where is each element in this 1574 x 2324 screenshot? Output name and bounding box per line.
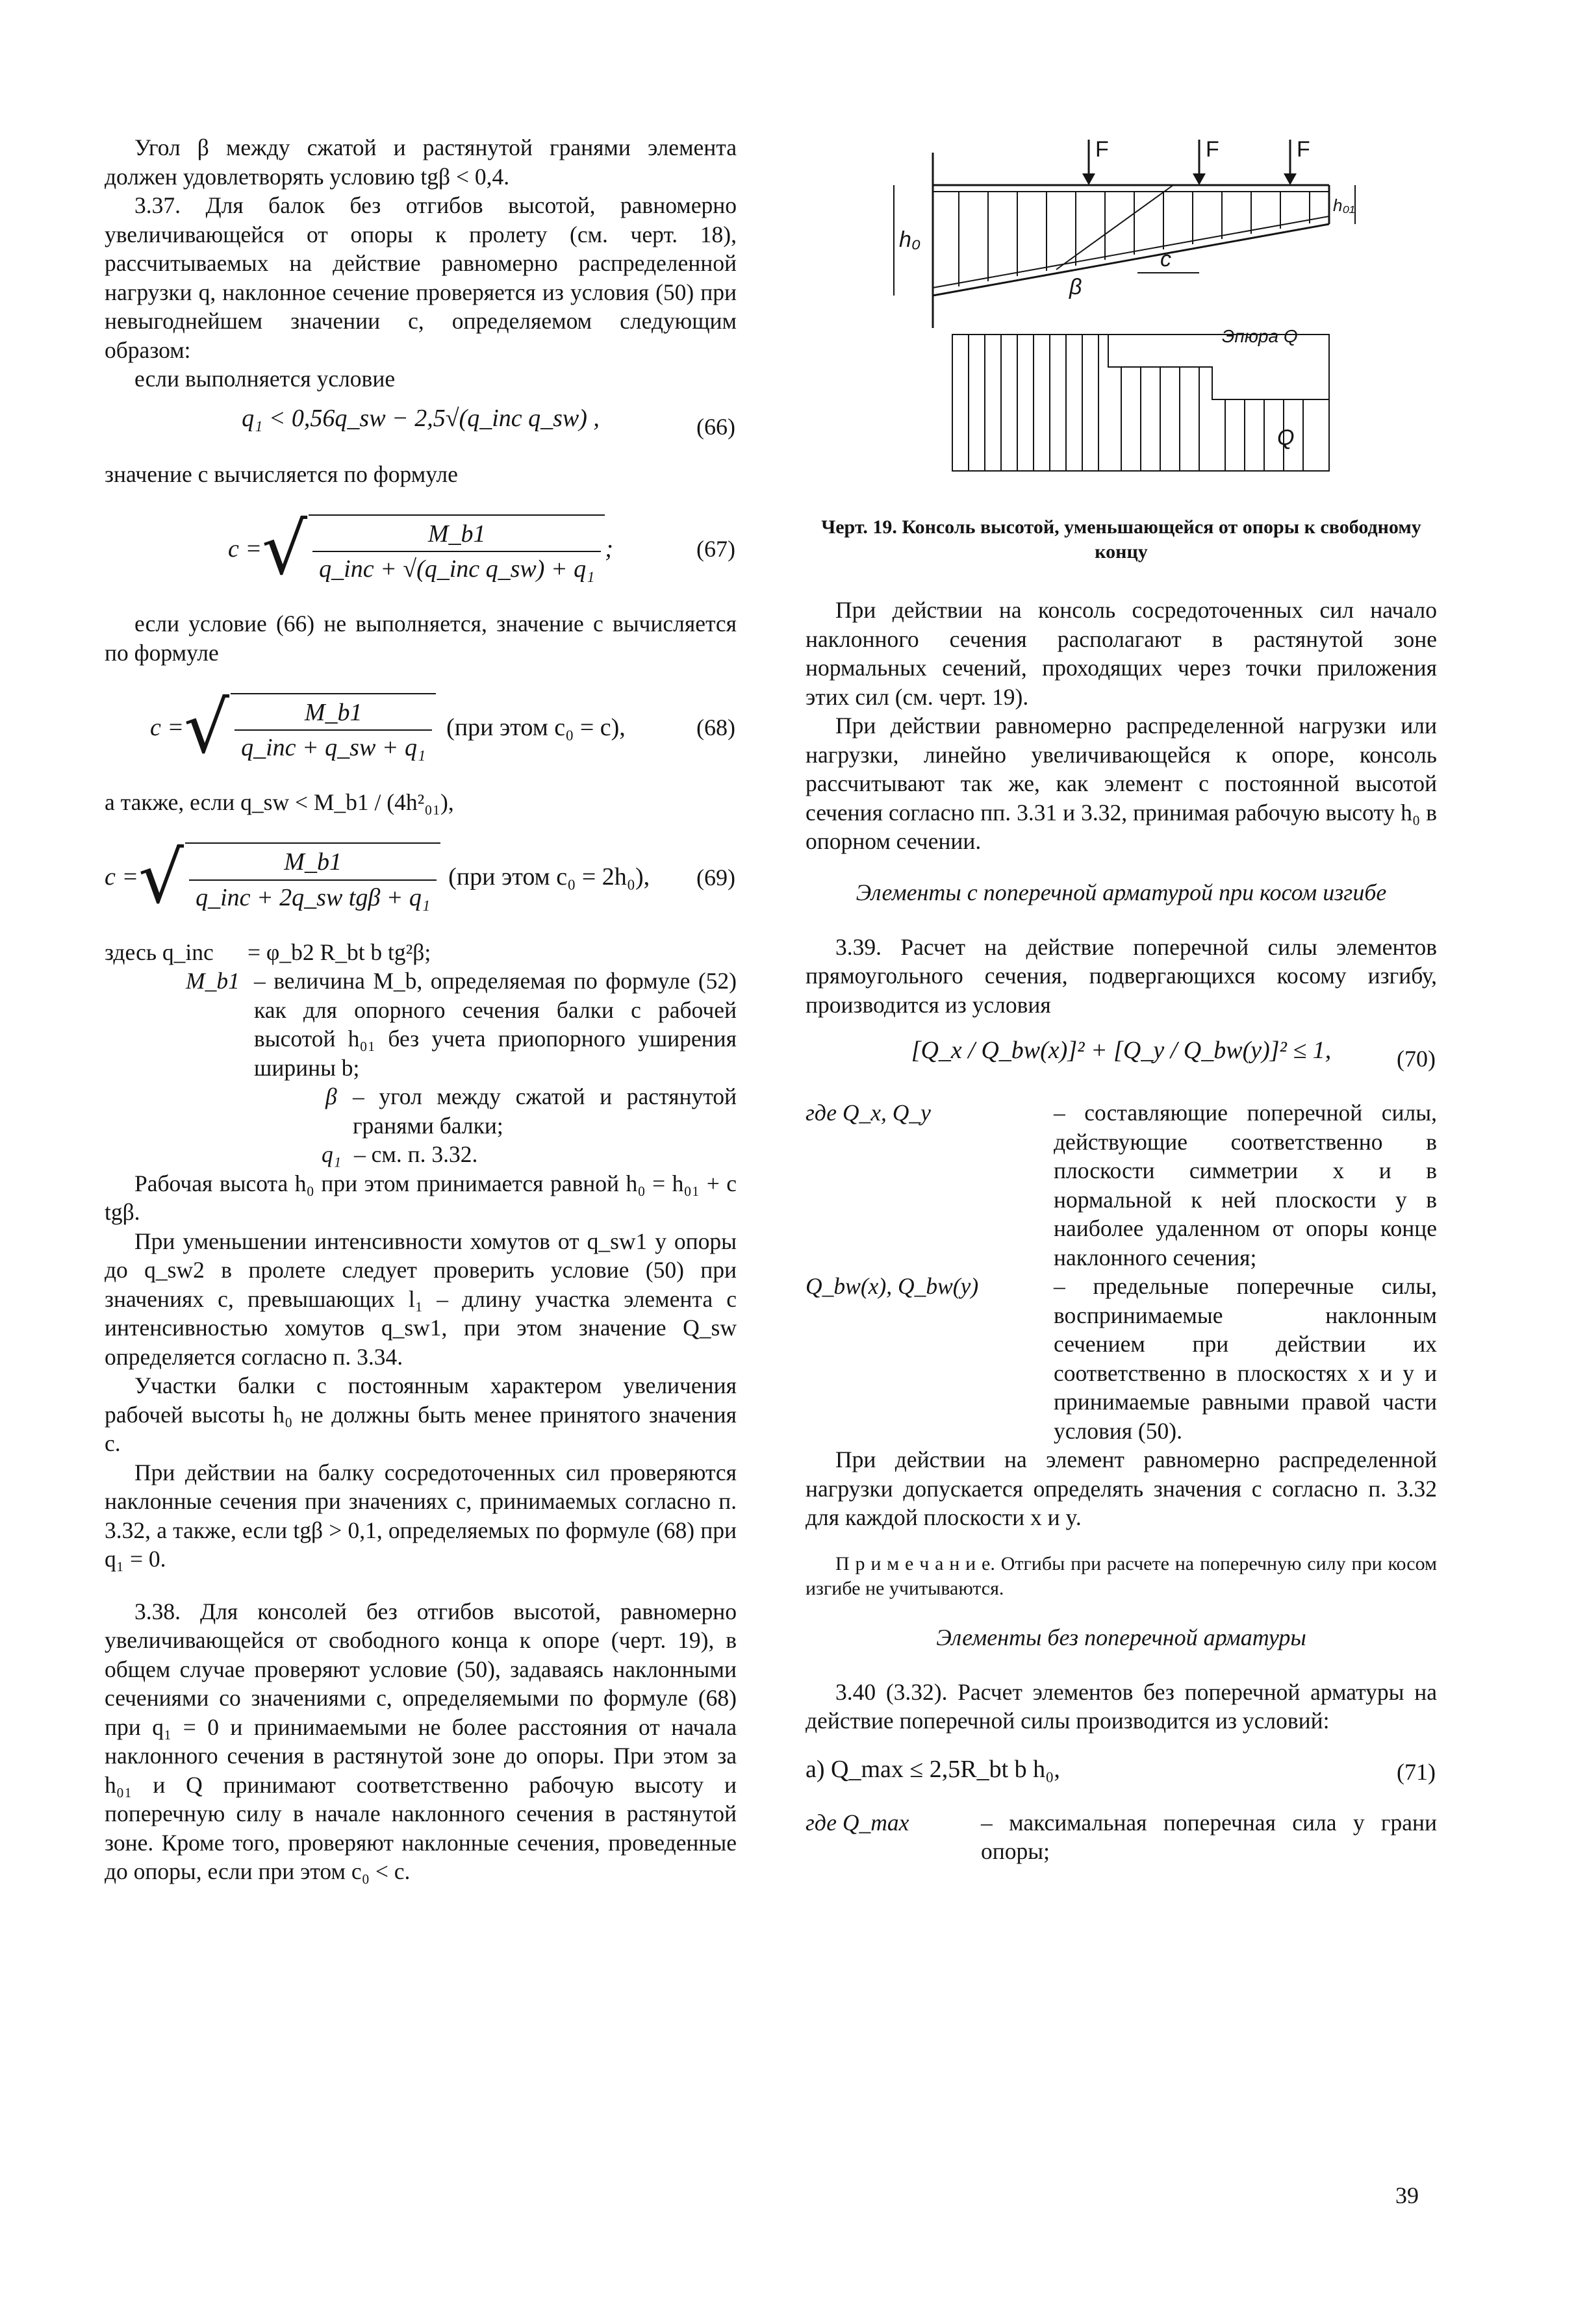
note: П р и м е ч а н и е. Отгибы при расчете на поперечную силу при косом изгибе не учитываются. [806, 1552, 1437, 1599]
formula-lhs: c = [105, 863, 139, 891]
definition-symbol: где Q_max [806, 1809, 909, 1836]
formula-71-body: а) Q_max ≤ 2,5R_bt b h₀, [806, 1755, 1060, 1783]
inclined-section [1056, 185, 1173, 270]
definition-text: = φ_b2 R_bt b tg²β; [248, 939, 431, 965]
paragraph: Рабочая высота h₀ при этом принимается равной h₀ = h₀₁ + c tgβ. [105, 1170, 737, 1225]
definition-row [105, 938, 737, 967]
definition-text: – величина M_b, определяемая по формуле (52) как для опорного сечения балки с рабочей высотой h₀₁ без учета приопорного уширения ширины b; [254, 968, 737, 1081]
epure-hatch [969, 335, 1303, 471]
formula-tail: (при этом c₀ = c), [446, 713, 626, 741]
formula-68 [105, 679, 737, 776]
epure-label: Эпюра Q [1222, 326, 1298, 346]
fraction [312, 520, 601, 584]
beam-bottom-edge [933, 224, 1329, 296]
paragraph-3-39: 3.39. Расчет на действие поперечной силы элементов прямоугольного сечения, подвергающихся косому изгибу, производится из условия [806, 933, 1437, 1018]
formula-tail: (при этом c₀ = 2h₀), [448, 863, 650, 891]
radical [262, 507, 605, 590]
right-column [806, 133, 1437, 1866]
page-number: 39 [1395, 2182, 1419, 2208]
paragraph: При действии на балку сосредоточенных сил проверяются наклонные сечения при значениях c, принимаемых согласно п. 3.32, а также, если tgβ > 0,1, определяемых по формуле (68) при q₁ = 0. [105, 1459, 737, 1572]
section-heading: Элементы с поперечной арматурой при косом изгибе [856, 879, 1387, 905]
definition-text: – предельные поперечные силы, воспринимаемые наклонным сечением при действии их соответственно в плоскостях x и y и принимаемые равными правой части условия (50). [1054, 1273, 1437, 1444]
paragraph: Угол β между сжатой и растянутой гранями элемента должен удовлетворять условию tgβ < 0,4. [105, 134, 737, 190]
definitions-list [806, 1098, 1437, 1445]
definition-text: – составляющие поперечной силы, действующие соответственно в плоскости симметрии x и в нормальной к ней плоскости y в наиболее удаленном от опоры конце наклонного сечения; [1054, 1100, 1437, 1270]
force-label: F [1206, 137, 1219, 162]
definition-symbol: где Q_x, Q_y [806, 1100, 931, 1126]
sqrt-icon: √ [138, 835, 184, 919]
denominator: q_inc + 2q_sw tgβ + q₁ [189, 879, 437, 913]
left-column [105, 133, 737, 1886]
formula-67 [105, 500, 737, 598]
definition-row [806, 1098, 1437, 1272]
formula-70 [806, 1029, 1437, 1088]
definition-row [806, 1808, 1437, 1866]
force-label: F [1297, 137, 1310, 162]
definition-row [105, 966, 737, 1082]
paragraph: При действии на консоль сосредоточенных сил начало наклонного сечения располагают в растянутой зоне нормальных сечений, проходящих через точки приложения этих сил (см. черт. 19). [806, 597, 1437, 710]
formula-lhs: c = [150, 713, 184, 741]
reinforcement-line [933, 216, 1329, 288]
formula-66-body: q₁ < 0,56q_sw − 2,5√(q_inc q_sw) , [242, 404, 600, 432]
formula-66 [105, 404, 737, 449]
c-label: c [1160, 247, 1171, 272]
paragraph: значение c вычисляется по формуле [105, 461, 458, 487]
formula-tail: ; [605, 535, 613, 562]
definition-row [105, 1082, 737, 1140]
formula-number: (66) [696, 413, 735, 440]
paragraph: При уменьшении интенсивности хомутов от q_sw1 у опоры до q_sw2 в пролете следует проверить условие (50) при значениях c, превышающих l₁ – длину участка элемента с интенсивностью хомутов q_sw1, при этом значение Q_sw определяется согласно п. 3.34. [105, 1228, 737, 1370]
formula-number: (67) [696, 535, 735, 562]
paragraph: а также, если q_sw < M_b1 / (4h²₀₁), [105, 789, 454, 815]
definition-row [105, 1140, 737, 1169]
definition-row [806, 1272, 1437, 1445]
h0-label: h₀ [899, 227, 921, 252]
denominator: q_inc + q_sw + q₁ [235, 729, 432, 763]
numerator: M_b1 [304, 698, 362, 726]
definitions-list [105, 938, 737, 1169]
definition-symbol: q₁ [322, 1141, 342, 1167]
paragraph: если выполняется условие [134, 366, 396, 392]
definition-symbol: β [325, 1083, 337, 1109]
paragraph: При действии на элемент равномерно распределенной нагрузки допускается определять значения c согласно п. 3.32 для каждой плоскости x и y. [806, 1446, 1437, 1530]
force-label: F [1095, 137, 1109, 162]
figure-caption: Черт. 19. Консоль высотой, уменьшающейся от опоры к свободному концу [821, 516, 1421, 562]
radical [184, 686, 436, 769]
fraction [189, 848, 437, 912]
formula-number: (70) [1397, 1045, 1436, 1072]
formula-71 [806, 1746, 1437, 1798]
stirrups [959, 192, 1310, 286]
sqrt-icon: √ [262, 507, 308, 590]
formula-number: (71) [1397, 1758, 1436, 1785]
paragraph-3-40: 3.40 (3.32). Расчет элементов без поперечной арматуры на действие поперечной силы производится из условий: [806, 1678, 1437, 1734]
definition-text: – максимальная поперечная сила у грани опоры; [981, 1809, 1437, 1864]
formula-lhs: c = [228, 535, 262, 562]
arrowheads [1082, 173, 1297, 185]
numerator: M_b1 [284, 848, 342, 876]
section-heading: Элементы без поперечной арматуры [936, 1624, 1306, 1650]
paragraph: При действии равномерно распределенной нагрузки или нагрузки, линейно увеличивающейся к опоре, консоль рассчитывают так же, как элемент с постоянной высотой сечения согласно пп. 3.31 и 3.32, принимая рабочую высоту h₀ в опорном сечении. [806, 713, 1437, 854]
paragraph-3-37: 3.37. Для балок без отгибов высотой, равномерно увеличивающейся от опоры к пролету (см. черт. 18), рассчитываемых на действие равномерно распределенной нагрузки q, наклонное сечение проверяется из условия (50) при невыгоднейшем значении c, определяемом следующим образом: [105, 192, 737, 363]
formula-70-body: [Q_x / Q_bw(x)]² + [Q_y / Q_bw(y)]² ≤ 1, [911, 1037, 1332, 1064]
radical [138, 835, 440, 919]
cantilever-figure [874, 133, 1368, 497]
formula-number: (68) [696, 714, 735, 740]
denominator: q_inc + √(q_inc q_sw) + q₁ [312, 551, 601, 584]
paragraph: если условие (66) не выполняется, значение c вычисляется по формуле [105, 611, 737, 666]
definition-symbol: здесь q_inc [105, 939, 214, 965]
definition-text: – см. п. 3.32. [354, 1141, 478, 1167]
sqrt-icon: √ [184, 686, 230, 769]
numerator: M_b1 [427, 520, 486, 548]
h01-label: h₀₁ [1333, 196, 1355, 215]
definition-text: – угол между сжатой и растянутой гранями балки; [353, 1083, 737, 1139]
definition-symbol: M_b1 [186, 968, 240, 994]
paragraph: Участки балки с постоянным характером увеличения рабочей высоты h₀ не должны быть менее принятого значения c. [105, 1372, 737, 1456]
beta-label: β [1069, 275, 1082, 299]
formula-number: (69) [696, 864, 735, 890]
fraction [235, 698, 432, 763]
q-label: Q [1277, 425, 1295, 450]
definition-symbol: Q_bw(x), Q_bw(y) [806, 1273, 979, 1299]
paragraph-3-38: 3.38. Для консолей без отгибов высотой, равномерно увеличивающейся от свободного конца к опоре (черт. 19), в общем случае проверяют условие (50), задаваясь наклонными сечениями со значениями c, определяемыми по формуле (68) при q₁ = 0 и принимаемыми не более расстояния от начала наклонного сечения в растянутой зоне до опоры. При этом за h₀₁ и Q принимают соответственно рабочую высоту и поперечную силу в начале наклонного сечения в растянутой зоне. Кроме того, проверяют наклонные сечения, проведенные до опоры, если при этом c₀ < c. [105, 1598, 737, 1884]
formula-69 [105, 829, 737, 926]
